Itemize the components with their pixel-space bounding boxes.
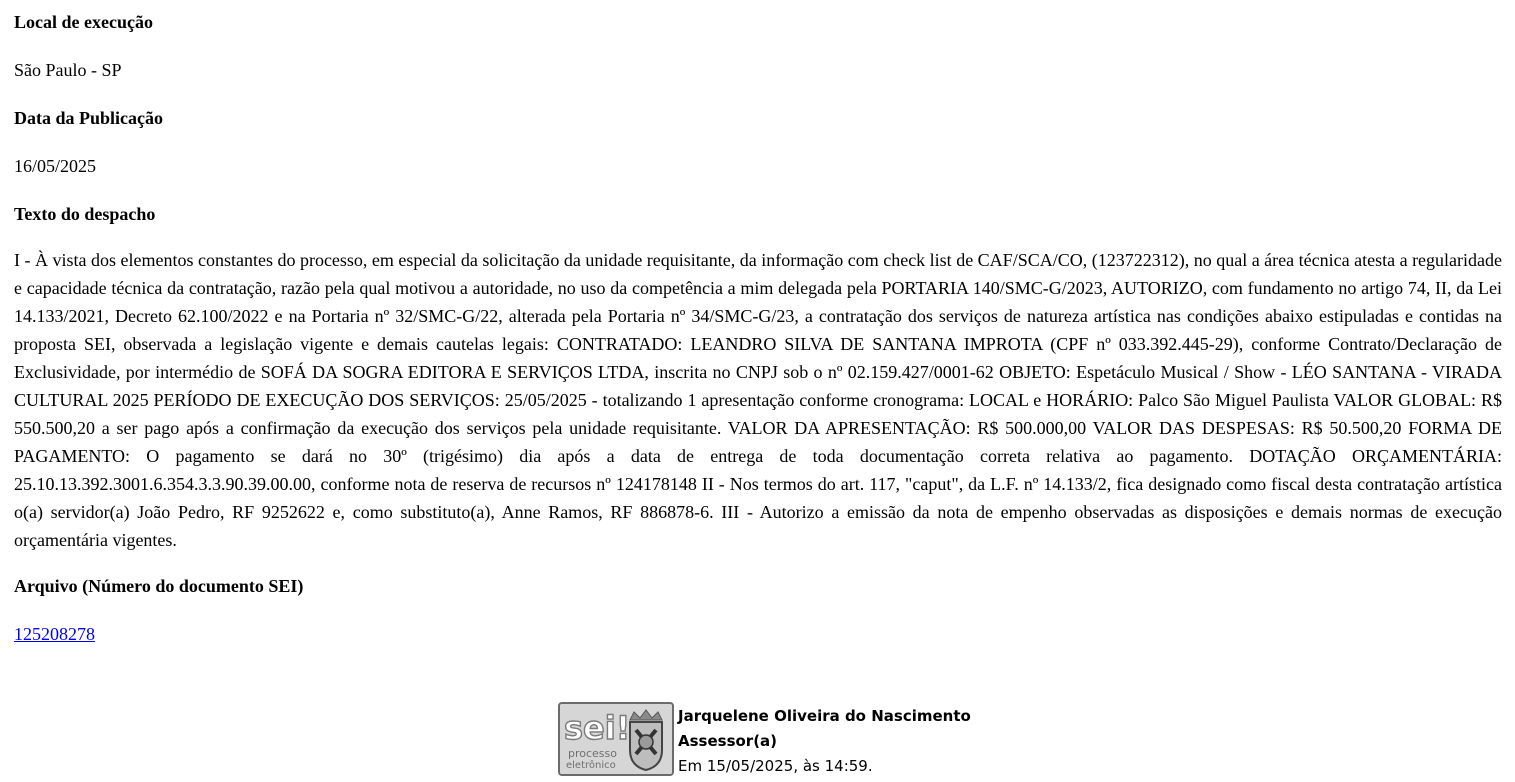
- svg-text:eletrônico: eletrônico: [566, 760, 616, 771]
- sei-document-link[interactable]: 125208278: [14, 624, 95, 644]
- signature-details: [678, 702, 971, 779]
- local-value: São Paulo - SP: [14, 60, 122, 80]
- dispatch-text: I - À vista dos elementos constantes do processo, em especial da solicitação da unidade requisitante, da informação com check list de CAF/SCA/CO, (123722312), no qual a área técnica atesta a regularidade e capacidade técnica da contratação, razão pela qual motivou a autoridade, no uso da competência a mim delegada pela PORTARIA 140/SMC-G/2023, AUTORIZO, com fundamento no artigo 74, II, da Lei 14.133/2021, Decreto 62.100/2022 e na Portaria nº 32/SMC-G/22, alterada pela Portaria nº 34/SMC-G/23, a contratação dos serviços de natureza artística nas condições abaixo estipuladas e contidas na proposta SEI, observada a legislação vigente e demais cautelas legais: CONTRATADO: LEANDRO SILVA DE SANTANA IMPROTA (CPF nº 033.392.445-29), conforme Contrato/Declaração de Exclusividade, por intermédio de SOFÁ DA SOGRA EDITORA E SERVIÇOS LTDA, inscrita no CNPJ sob o nº 02.159.427/0001-62 OBJETO: Espetáculo Musical / Show - LÉO SANTANA - VIRADA CULTURAL 2025 PERÍODO DE EXECUÇÃO DOS SERVIÇOS: 25/05/2025 - totalizando 1 apresentação conforme cronograma: LOCAL e HORÁRIO: Palco São Miguel Paulista VALOR GLOBAL: R$ 550.500,20 a ser pago após a confirmação da execução dos serviços pela unidade requisitante. VALOR DA APRESENTAÇÃO: R$ 500.000,00 VALOR DAS DESPESAS: R$ 50.500,20 FORMA DE PAGAMENTO: O pagamento se dará no 30º (trigésimo) dia após a data de entrega de toda documentação correta relativa ao pagamento. DOTAÇÃO ORÇAMENTÁRIA: 25.10.13.392.3001.6.354.3.3.90.39.00.00, conforme nota de reserva de recursos nº 124178148 II - Nos termos do art. 117, "caput", da L.F. nº 14.133/2, fica designado como fiscal desta contratação artística o(a) servidor(a) João Pedro, RF 9252622 e, como substituto(a), Anne Ramos, RF 886878-6. III - Autorizo a emissão da nota de empenho observadas as disposições e demais normas de execução orçamentária vigentes.: [14, 250, 1503, 550]
- svg-text:processo: processo: [568, 747, 618, 760]
- signer-role: Assessor(a): [678, 732, 778, 750]
- svg-text:sei!: sei!: [564, 709, 631, 747]
- signature-date: Em 15/05/2025, às 14:59.: [678, 757, 873, 775]
- sei-logo-icon: [558, 702, 674, 776]
- dispatch-text-label: Texto do despacho: [14, 204, 156, 224]
- file-label: Arquivo (Número do documento SEI): [14, 576, 304, 596]
- publication-date-label: Data da Publicação: [14, 108, 164, 128]
- publication-date-value: 16/05/2025: [14, 156, 97, 176]
- signer-name: Jarquelene Oliveira do Nascimento: [678, 707, 971, 725]
- electronic-signature-block: [558, 702, 971, 782]
- document-body: [14, 10, 1502, 670]
- local-label: Local de execução: [14, 12, 153, 32]
